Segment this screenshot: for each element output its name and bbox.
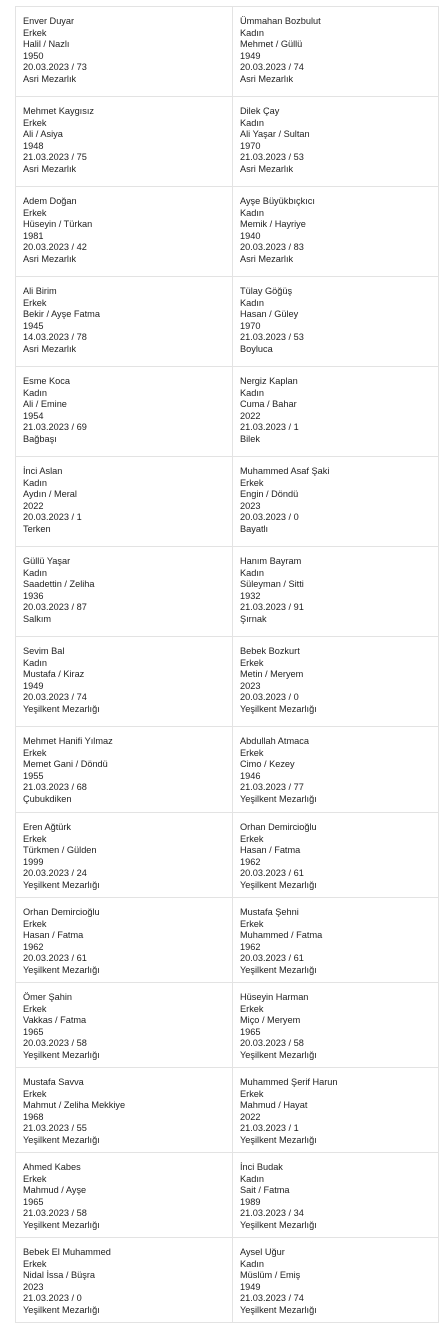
record-parents: Sait / Fatma bbox=[240, 1185, 290, 1196]
record-name: Ali Birim bbox=[23, 286, 57, 296]
record-cell bbox=[16, 547, 233, 637]
record-place: Asri Mezarlık bbox=[23, 73, 77, 84]
record-cell bbox=[233, 457, 439, 547]
record-gender: Erkek bbox=[23, 297, 47, 308]
record-cell bbox=[233, 187, 439, 277]
record-cell bbox=[16, 898, 233, 983]
record-parents: Ali Yaşar / Sultan bbox=[240, 129, 310, 140]
record-place: Yeşilkent Mezarlığı bbox=[23, 1134, 100, 1145]
record-name: Mustafa Şehni bbox=[240, 907, 299, 917]
record-parents: Vakkas / Fatma bbox=[23, 1015, 87, 1026]
record-place: Yeşilkent Mezarlığı bbox=[240, 1134, 317, 1145]
record-birth-year: 1999 bbox=[23, 856, 44, 867]
record-row bbox=[16, 277, 439, 367]
record-birth-year: 1949 bbox=[240, 50, 261, 61]
record-date-age: 20.03.2023 / 61 bbox=[240, 868, 304, 879]
record-gender: Erkek bbox=[240, 1088, 264, 1099]
record-birth-year: 2023 bbox=[240, 680, 261, 691]
record-parents: Mustafa / Kiraz bbox=[23, 669, 85, 680]
record-cell bbox=[16, 187, 233, 277]
record-date-age: 20.03.2023 / 0 bbox=[240, 692, 299, 703]
record-birth-year: 2022 bbox=[240, 1111, 261, 1122]
record-date-age: 21.03.2023 / 58 bbox=[23, 1208, 87, 1219]
record-gender: Kadın bbox=[240, 567, 265, 578]
record-birth-year: 1950 bbox=[23, 50, 44, 61]
record-name: Enver Duyar bbox=[23, 16, 75, 26]
record-date-age: 14.03.2023 / 78 bbox=[23, 332, 87, 343]
record-name: Orhan Demircioğlu bbox=[240, 822, 317, 832]
record-name: Mehmet Kaygısız bbox=[23, 106, 94, 116]
record-parents: Mehmet / Güllü bbox=[240, 39, 303, 50]
record-place: Yeşilkent Mezarlığı bbox=[23, 1219, 100, 1230]
record-date-age: 20.03.2023 / 0 bbox=[240, 512, 299, 523]
record-birth-year: 1946 bbox=[240, 770, 261, 781]
record-date-age: 21.03.2023 / 55 bbox=[23, 1123, 87, 1134]
record-birth-year: 1965 bbox=[23, 1196, 44, 1207]
record-row bbox=[16, 457, 439, 547]
record-gender: Erkek bbox=[23, 1003, 47, 1014]
record-place: Boyluca bbox=[240, 343, 273, 354]
record-date-age: 21.03.2023 / 34 bbox=[240, 1208, 304, 1219]
record-birth-year: 1962 bbox=[23, 941, 44, 952]
record-parents: Aydın / Meral bbox=[23, 489, 77, 500]
record-row bbox=[16, 1068, 439, 1153]
record-name: Mustafa Savva bbox=[23, 1077, 84, 1087]
record-cell bbox=[233, 367, 439, 457]
record-gender: Kadın bbox=[23, 567, 48, 578]
record-name: Hüseyin Harman bbox=[240, 992, 309, 1002]
record-cell bbox=[16, 1068, 233, 1153]
record-place: Asri Mezarlık bbox=[240, 253, 294, 264]
record-birth-year: 1962 bbox=[240, 941, 261, 952]
record-gender: Kadın bbox=[240, 297, 265, 308]
record-birth-year: 1965 bbox=[23, 1026, 44, 1037]
record-place: Terken bbox=[23, 523, 51, 534]
record-place: Yeşilkent Mezarlığı bbox=[23, 703, 100, 714]
record-parents: Ali / Asiya bbox=[23, 129, 63, 140]
record-cell bbox=[233, 547, 439, 637]
record-parents: Türkmen / Gülden bbox=[23, 845, 97, 856]
record-name: Ümmahan Bozbulut bbox=[240, 16, 321, 26]
record-cell bbox=[16, 367, 233, 457]
record-date-age: 20.03.2023 / 42 bbox=[23, 242, 87, 253]
record-gender: Kadın bbox=[23, 387, 48, 398]
record-parents: Hasan / Güley bbox=[240, 309, 299, 320]
record-parents: Mahmud / Ayşe bbox=[23, 1185, 87, 1196]
record-cell bbox=[233, 7, 439, 97]
record-place: Yeşilkent Mezarlığı bbox=[23, 879, 100, 890]
record-birth-year: 1968 bbox=[23, 1111, 44, 1122]
record-birth-year: 1940 bbox=[240, 230, 261, 241]
record-gender: Erkek bbox=[23, 207, 47, 218]
record-row bbox=[16, 1238, 439, 1323]
record-birth-year: 1948 bbox=[23, 140, 44, 151]
record-parents: Bekir / Ayşe Fatma bbox=[23, 309, 100, 320]
record-cell bbox=[233, 813, 439, 898]
record-parents: Engin / Döndü bbox=[240, 489, 299, 500]
record-place: Asri Mezarlık bbox=[23, 253, 77, 264]
record-name: Ayşe Büyükbıçkıcı bbox=[240, 196, 315, 206]
record-name: Hanım Bayram bbox=[240, 556, 302, 566]
record-birth-year: 1936 bbox=[23, 590, 44, 601]
record-place: Yeşilkent Mezarlığı bbox=[240, 964, 317, 975]
record-parents: Nidal İssa / Büşra bbox=[23, 1270, 95, 1281]
record-date-age: 21.03.2023 / 91 bbox=[240, 602, 304, 613]
record-parents: Süleyman / Sitti bbox=[240, 579, 304, 590]
record-birth-year: 2022 bbox=[23, 500, 44, 511]
record-date-age: 20.03.2023 / 58 bbox=[23, 1038, 87, 1049]
record-gender: Kadın bbox=[240, 117, 265, 128]
record-row bbox=[16, 1153, 439, 1238]
record-birth-year: 1965 bbox=[240, 1026, 261, 1037]
record-parents: Memik / Hayriye bbox=[240, 219, 306, 230]
record-name: Abdullah Atmaca bbox=[240, 736, 309, 746]
record-row bbox=[16, 813, 439, 898]
record-row bbox=[16, 7, 439, 97]
record-place: Yeşilkent Mezarlığı bbox=[23, 1049, 100, 1060]
record-date-age: 21.03.2023 / 1 bbox=[240, 422, 299, 433]
record-cell bbox=[16, 1153, 233, 1238]
record-name: Orhan Demircioğlu bbox=[23, 907, 100, 917]
record-parents: Cuma / Bahar bbox=[240, 399, 297, 410]
record-parents: Hasan / Fatma bbox=[240, 845, 301, 856]
record-date-age: 20.03.2023 / 1 bbox=[23, 512, 82, 523]
record-parents: Halil / Nazlı bbox=[23, 39, 70, 50]
record-parents: Müslüm / Emiş bbox=[240, 1270, 301, 1281]
record-name: Ahmed Kabes bbox=[23, 1162, 81, 1172]
record-place: Bilek bbox=[240, 433, 260, 444]
record-place: Yeşilkent Mezarlığı bbox=[23, 964, 100, 975]
record-row bbox=[16, 637, 439, 727]
record-name: Ömer Şahin bbox=[23, 992, 73, 1002]
record-gender: Erkek bbox=[23, 117, 47, 128]
record-birth-year: 2022 bbox=[240, 410, 261, 421]
record-parents: Saadettin / Zeliha bbox=[23, 579, 95, 590]
record-name: Bebek Bozkurt bbox=[240, 646, 300, 656]
record-place: Salkım bbox=[23, 613, 52, 624]
record-date-age: 21.03.2023 / 75 bbox=[23, 152, 87, 163]
records-table-body bbox=[16, 7, 439, 1323]
record-date-age: 20.03.2023 / 73 bbox=[23, 62, 87, 73]
record-place: Asri Mezarlık bbox=[23, 163, 77, 174]
record-birth-year: 1954 bbox=[23, 410, 44, 421]
record-parents: Metin / Meryem bbox=[240, 669, 304, 680]
record-date-age: 21.03.2023 / 74 bbox=[240, 1293, 304, 1304]
record-gender: Erkek bbox=[23, 27, 47, 38]
record-cell bbox=[233, 637, 439, 727]
record-name: Muhammed Asaf Şaki bbox=[240, 466, 330, 476]
record-parents: Hasan / Fatma bbox=[23, 930, 84, 941]
record-cell bbox=[233, 277, 439, 367]
record-gender: Erkek bbox=[240, 918, 264, 929]
record-cell bbox=[16, 457, 233, 547]
record-parents: Miço / Meryem bbox=[240, 1015, 301, 1026]
record-birth-year: 1945 bbox=[23, 320, 44, 331]
record-name: Adem Doğan bbox=[23, 196, 77, 206]
record-date-age: 21.03.2023 / 0 bbox=[23, 1293, 82, 1304]
record-place: Bayatlı bbox=[240, 523, 269, 534]
record-cell bbox=[233, 1068, 439, 1153]
record-parents: Mahmut / Zeliha Mekkiye bbox=[23, 1100, 126, 1111]
record-gender: Kadın bbox=[23, 657, 48, 668]
record-name: Aysel Uğur bbox=[240, 1247, 285, 1257]
record-cell bbox=[16, 1238, 233, 1323]
record-row bbox=[16, 898, 439, 983]
record-place: Asri Mezarlık bbox=[240, 73, 294, 84]
record-name: Eren Ağtürk bbox=[23, 822, 72, 832]
record-date-age: 21.03.2023 / 53 bbox=[240, 152, 304, 163]
record-birth-year: 1970 bbox=[240, 320, 261, 331]
record-place: Şırnak bbox=[240, 613, 267, 624]
record-gender: Erkek bbox=[23, 1258, 47, 1269]
record-name: Dilek Çay bbox=[240, 106, 280, 116]
record-cell bbox=[233, 898, 439, 983]
record-place: Yeşilkent Mezarlığı bbox=[240, 1049, 317, 1060]
record-name: Nergiz Kaplan bbox=[240, 376, 298, 386]
record-name: İnci Aslan bbox=[23, 466, 63, 476]
record-name: Sevim Bal bbox=[23, 646, 65, 656]
record-row bbox=[16, 983, 439, 1068]
record-date-age: 21.03.2023 / 68 bbox=[23, 782, 87, 793]
record-row bbox=[16, 727, 439, 813]
record-gender: Erkek bbox=[23, 918, 47, 929]
record-date-age: 20.03.2023 / 61 bbox=[240, 953, 304, 964]
record-cell bbox=[16, 277, 233, 367]
record-date-age: 20.03.2023 / 61 bbox=[23, 953, 87, 964]
record-row bbox=[16, 367, 439, 457]
record-name: Tülay Göğüş bbox=[240, 286, 293, 296]
record-place: Yeşilkent Mezarlığı bbox=[23, 1304, 100, 1315]
record-birth-year: 1989 bbox=[240, 1196, 261, 1207]
record-birth-year: 2023 bbox=[240, 500, 261, 511]
record-name: Muhammed Şerif Harun bbox=[240, 1077, 338, 1087]
record-gender: Erkek bbox=[240, 1003, 264, 1014]
record-cell bbox=[16, 7, 233, 97]
record-birth-year: 1955 bbox=[23, 770, 44, 781]
record-date-age: 21.03.2023 / 1 bbox=[240, 1123, 299, 1134]
record-birth-year: 1949 bbox=[240, 1281, 261, 1292]
record-birth-year: 1970 bbox=[240, 140, 261, 151]
record-date-age: 21.03.2023 / 77 bbox=[240, 782, 304, 793]
record-gender: Erkek bbox=[240, 833, 264, 844]
record-name: İnci Budak bbox=[240, 1162, 283, 1172]
record-gender: Erkek bbox=[240, 747, 264, 758]
record-place: Yeşilkent Mezarlığı bbox=[240, 1304, 317, 1315]
record-place: Yeşilkent Mezarlığı bbox=[240, 879, 317, 890]
record-gender: Kadın bbox=[240, 1173, 265, 1184]
record-gender: Kadın bbox=[240, 387, 265, 398]
record-date-age: 20.03.2023 / 58 bbox=[240, 1038, 304, 1049]
record-date-age: 20.03.2023 / 87 bbox=[23, 602, 87, 613]
record-gender: Erkek bbox=[23, 747, 47, 758]
record-gender: Kadın bbox=[240, 1258, 265, 1269]
record-cell bbox=[233, 983, 439, 1068]
record-date-age: 20.03.2023 / 74 bbox=[240, 62, 304, 73]
record-cell bbox=[16, 727, 233, 813]
record-parents: Muhammed / Fatma bbox=[240, 930, 323, 941]
record-place: Yeşilkent Mezarlığı bbox=[240, 793, 317, 804]
record-cell bbox=[16, 637, 233, 727]
record-cell bbox=[233, 1238, 439, 1323]
record-gender: Erkek bbox=[23, 1088, 47, 1099]
record-cell bbox=[16, 813, 233, 898]
record-row bbox=[16, 97, 439, 187]
record-birth-year: 2023 bbox=[23, 1281, 44, 1292]
record-parents: Ali / Emine bbox=[23, 399, 67, 410]
record-parents: Cimo / Kezey bbox=[240, 759, 295, 770]
records-table bbox=[15, 6, 439, 1323]
record-cell bbox=[16, 983, 233, 1068]
record-place: Bağbaşı bbox=[23, 433, 57, 444]
record-gender: Erkek bbox=[23, 1173, 47, 1184]
record-date-age: 21.03.2023 / 69 bbox=[23, 422, 87, 433]
record-birth-year: 1962 bbox=[240, 856, 261, 867]
record-gender: Erkek bbox=[240, 477, 264, 488]
record-gender: Erkek bbox=[240, 657, 264, 668]
record-date-age: 20.03.2023 / 24 bbox=[23, 868, 87, 879]
record-place: Çubukdiken bbox=[23, 793, 72, 804]
record-name: Bebek El Muhammed bbox=[23, 1247, 111, 1257]
record-name: Mehmet Hanifi Yılmaz bbox=[23, 736, 113, 746]
record-row bbox=[16, 187, 439, 277]
record-place: Asri Mezarlık bbox=[23, 343, 77, 354]
record-cell bbox=[16, 97, 233, 187]
record-row bbox=[16, 547, 439, 637]
record-date-age: 21.03.2023 / 53 bbox=[240, 332, 304, 343]
record-place: Asri Mezarlık bbox=[240, 163, 294, 174]
record-birth-year: 1981 bbox=[23, 230, 44, 241]
record-name: Esme Koca bbox=[23, 376, 70, 386]
record-place: Yeşilkent Mezarlığı bbox=[240, 1219, 317, 1230]
record-birth-year: 1932 bbox=[240, 590, 261, 601]
record-cell bbox=[233, 727, 439, 813]
record-gender: Kadın bbox=[23, 477, 48, 488]
record-cell bbox=[233, 1153, 439, 1238]
record-date-age: 20.03.2023 / 74 bbox=[23, 692, 87, 703]
record-name: Güllü Yaşar bbox=[23, 556, 71, 566]
record-gender: Kadın bbox=[240, 27, 265, 38]
record-birth-year: 1949 bbox=[23, 680, 44, 691]
record-parents: Memet Gani / Döndü bbox=[23, 759, 108, 770]
record-parents: Hüseyin / Türkan bbox=[23, 219, 93, 230]
record-gender: Erkek bbox=[23, 833, 47, 844]
record-cell bbox=[233, 97, 439, 187]
record-gender: Kadın bbox=[240, 207, 265, 218]
record-date-age: 20.03.2023 / 83 bbox=[240, 242, 304, 253]
record-parents: Mahmud / Hayat bbox=[240, 1100, 308, 1111]
record-place: Yeşilkent Mezarlığı bbox=[240, 703, 317, 714]
